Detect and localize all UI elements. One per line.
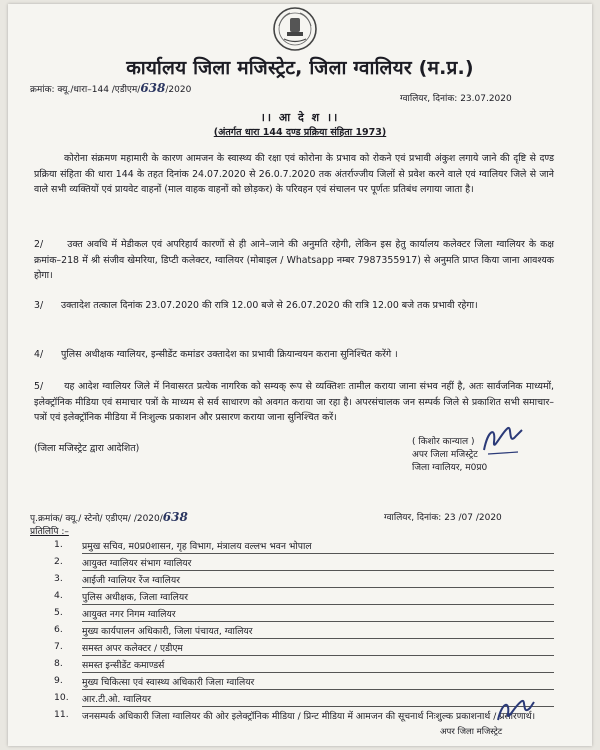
order-subheading: (अंतर्गत धारा 144 दण्ड प्रक्रिया संहिता 1973) — [213, 127, 387, 138]
endorsement-reference: पृ.क्रमांक/ क्यू./ स्टेनो/ एडीएम/ /2020/638 — [30, 510, 188, 524]
state-emblem-icon — [270, 6, 320, 52]
paragraph-3: 3/ उक्तादेश तत्काल दिनांक 23.07.2020 की रात्रि 12.00 बजे से 26.07.2020 की रात्रि 12.00 बजे तक प्रभावी रहेगा। — [34, 300, 478, 311]
signatory-location: जिला ग्वालियर, म0प्र0 — [412, 463, 488, 473]
list-item: 1. प्रमुख सचिव, म0प्र0शासन, गृह विभाग, मंत्रालय वल्लभ भवन भोपाल — [54, 539, 554, 556]
list-item: 10. आर.टी.ओ. ग्वालियर — [54, 692, 554, 709]
endorsement-number: 638 — [162, 510, 188, 524]
order-heading: ।। आ दे श ।। — [260, 111, 340, 124]
list-item: 7. समस्त अपर कलेक्टर / एडीएम — [54, 641, 554, 658]
list-item: 5. आयुक्त नगर निगम ग्वालियर — [54, 607, 554, 624]
endorsement-place-date: ग्वालियर, दिनांक: 23 /07 /2020 — [384, 513, 502, 523]
order-reference: क्रमांक: क्यू./धारा–144 /एडीएम/638/2020 — [30, 81, 192, 95]
endorsement-designation: अपर जिला मजिस्ट्रेट — [440, 727, 503, 737]
paragraph-1: कोरोना संक्रमण महामारी के कारण आमजन के स्वास्थ्य की रक्षा एवं कोरोना के प्रभाव को रोकने एवं प्रभावी अंकुश लगाये जाने की दृष्टि से दण्ड प्रक्रिया संहिता की धारा 144 के तहत दिनांक 24.07.2020 से 26.0.7.2020 तक अंतर्राज्जीय जिलों से प्रवेश करने वाले एवं ग्वालियर जिले से जाने वाले सभी व्यक्तियों एवं प्रायवेट वाहनों (माल वाहक वाहनों को छोड़कर) के परिवहन एवं संचालन पर पूर्णतः प्रतिबंध लगाया जाता है। — [34, 153, 554, 195]
copy-to-label: प्रतिलिपि :– — [30, 527, 69, 537]
list-item: 6. मुख्य कार्यपालन अधिकारी, जिला पंचायत, ग्वालियर — [54, 624, 554, 641]
list-item: 9. मुख्य चिकित्सा एवं स्वास्थ्य अधिकारी जिला ग्वालियर — [54, 675, 554, 692]
signatory-designation: अपर जिला मजिस्ट्रेट — [412, 450, 478, 460]
order-document — [8, 4, 592, 746]
recipient-list — [54, 539, 554, 743]
list-item: 3. आईजी ग्वालियर रेंज ग्वालियर — [54, 573, 554, 590]
order-place-date: ग्वालियर, दिनांक: 23.07.2020 — [400, 94, 512, 104]
endorsement-signature-scribble — [494, 696, 538, 726]
signatory-name: ( किशोर कान्याल ) — [412, 437, 475, 447]
paragraph-4: 4/ पुलिस अधीक्षक ग्वालियर, इन्सीडेंट कमांडर उक्तादेश का प्रभावी क्रियान्वयन कराना सुनिश्चित करेंगे । — [34, 349, 398, 360]
office-title: कार्यालय जिला मजिस्ट्रेट, जिला ग्वालियर (म.प्र.) — [126, 57, 474, 79]
paragraph-2: 2/ उक्त अवधि में मेडीकल एवं अपरिहार्य कारणों से ही आने–जाने की अनुमति रहेगी, लेकिन इस हेतु कार्यालय कलेक्टर जिला ग्वालियर के कक्ष क्रमांक–218 में श्री संजीव खेमरिया, डिप्टी कलेक्टर, ग्वालियर (मोबाइल / Whatsapp नम्बर 7987355917) से अनुमति प्राप्त किया जाना आवश्यक होगा। — [34, 239, 554, 281]
list-item: 2. आयुक्त ग्वालियर संभाग ग्वालियर — [54, 556, 554, 573]
reference-number: 638 — [140, 81, 166, 95]
by-order-note: (जिला मजिस्ट्रेट द्वारा आदेशित) — [34, 443, 140, 454]
paragraph-5: 5/ यह आदेश ग्वालियर जिले में निवासरत प्रत्येक नागरिक को सम्यक् रूप से व्यक्तिशः तामील कराया जाना संभव नहीं है, अतः सार्वजनिक माध्यमों, इलेक्ट्रॉनिक मीडिया एवं समाचार पत्रों के माध्यम से सर्व साधारण को अवगत कराया जा रहा है। अपरसंचालक जन सम्पर्क जिले से प्रकाशित सभी समाचार–पत्रों एवं इलेक्ट्रॉनिक मीडिया में निःशुल्क प्रकाशन और प्रसारण कराया जाना सुनिश्चित करें। — [34, 381, 554, 423]
list-item: 8. समस्त इन्सीडेंट कमाण्डर्स — [54, 658, 554, 675]
list-item: 4. पुलिस अधीक्षक, जिला ग्वालियर — [54, 590, 554, 607]
list-item: 11. जनसम्पर्क अधिकारी जिला ग्वालियर की ओर इलेक्ट्रॉनिक मीडिया / प्रिन्ट मीडिया में आमजन की सूचनार्थ निःशुल्क प्रकाशनार्थ / प्रसारणार्थ। — [54, 709, 536, 722]
signatory-block — [412, 436, 562, 475]
